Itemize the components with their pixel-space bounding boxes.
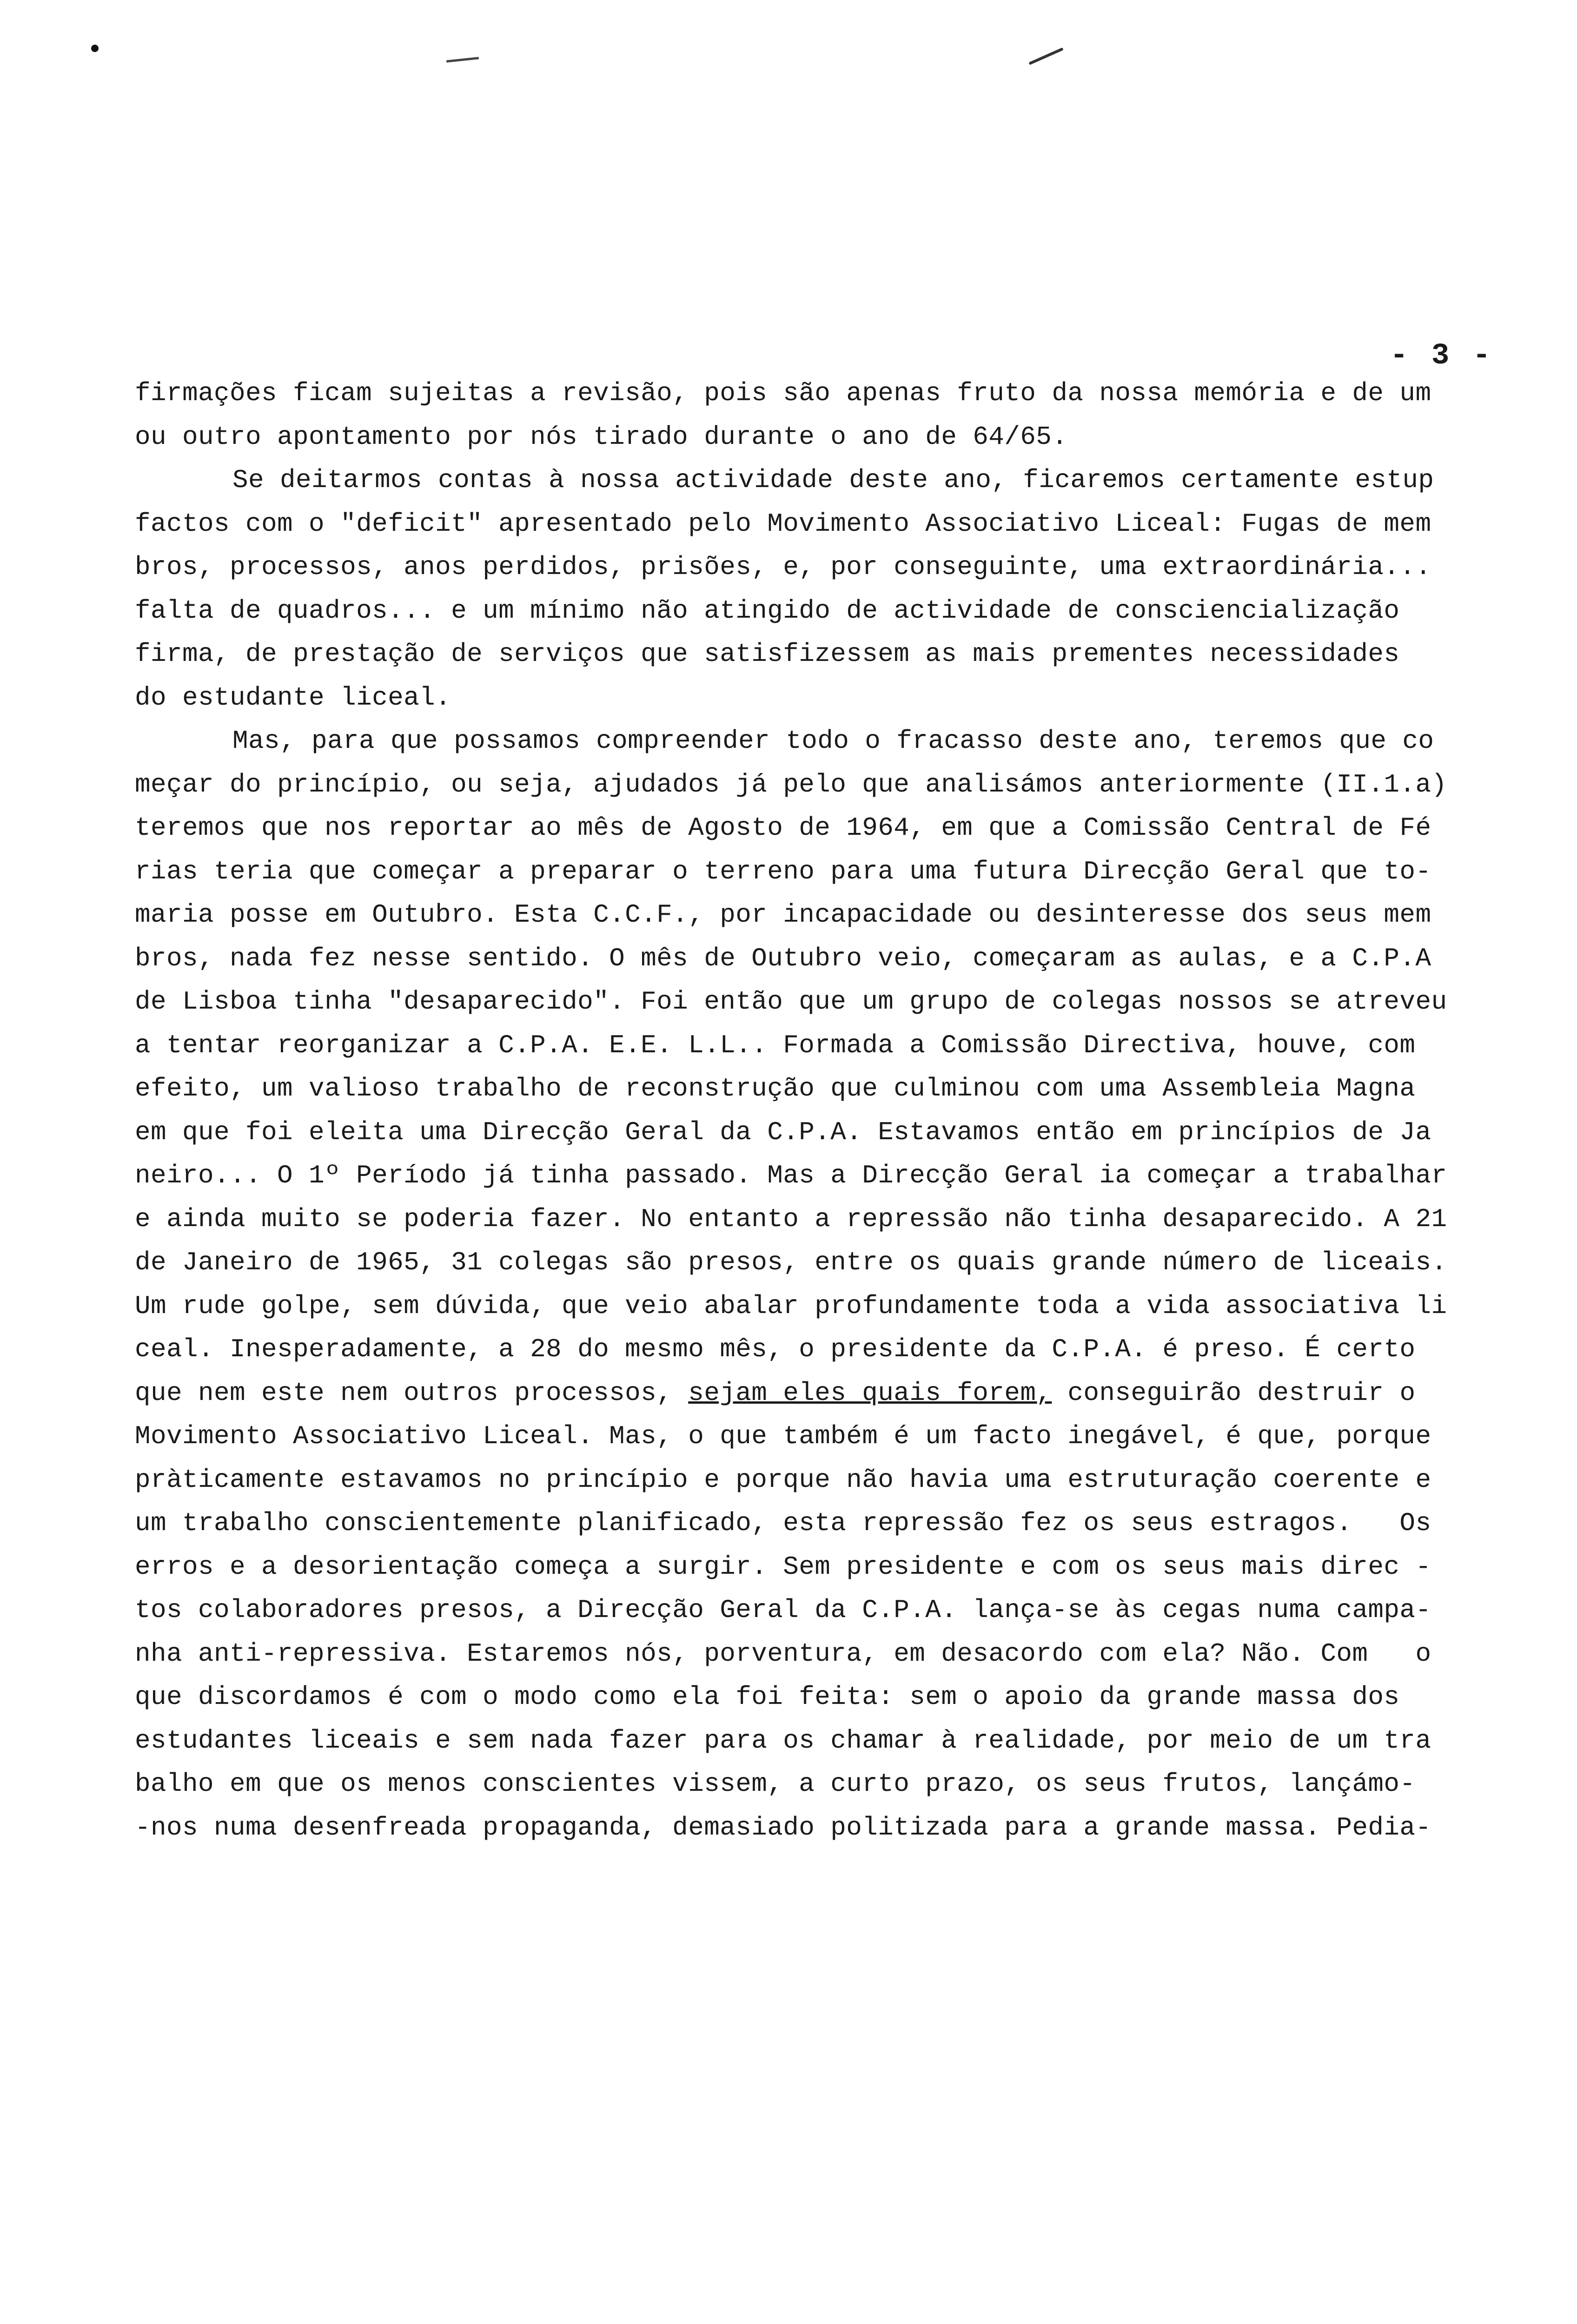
text-line: -nos numa desenfreada propaganda, demasiado politizada para a grande massa. Pedia- xyxy=(135,1812,1431,1842)
text-line: pràticamente estavamos no princípio e porque não havia uma estruturação coerente e xyxy=(135,1465,1431,1495)
text-line: ceal. Inesperadamente, a 28 do mesmo mês, o presidente da C.P.A. é preso. É certo xyxy=(135,1334,1416,1364)
text-segment: conseguirão destruir o xyxy=(1067,1378,1416,1408)
text-line: tos colaboradores presos, a Direcção Geral da C.P.A. lança-se às cegas numa campa- xyxy=(135,1595,1431,1625)
text-line: meçar do princípio, ou seja, ajudados já pelo que analisámos anteriormente (II.1.a) xyxy=(135,769,1447,799)
text-line: efeito, um valioso trabalho de reconstrução que culminou com uma Assembleia Magna xyxy=(135,1074,1416,1103)
text-line: firma, de prestação de serviços que satisfizessem as mais prementes necessidades xyxy=(135,639,1400,669)
text-line: e ainda muito se poderia fazer. No entanto a repressão não tinha desaparecido. A 21 xyxy=(135,1204,1447,1234)
text-line: ou outro apontamento por nós tirado durante o ano de 64/65. xyxy=(135,422,1068,452)
text-line: do estudante liceal. xyxy=(135,682,451,713)
text-line: estudantes liceais e sem nada fazer para os chamar à realidade, por meio de um tra xyxy=(135,1725,1431,1756)
document-body xyxy=(135,372,1492,1849)
text-line: neiro... O 1º Período já tinha passado. Mas a Direcção Geral ia começar a trabalhar xyxy=(135,1161,1447,1190)
page-number: - 3 - xyxy=(1390,339,1494,373)
text-line: bros, nada fez nesse sentido. O mês de Outubro veio, começaram as aulas, e a C.P.A xyxy=(135,943,1431,973)
text-line: de Janeiro de 1965, 31 colegas são presos, entre os quais grande número de liceais. xyxy=(135,1248,1447,1277)
ink-mark xyxy=(446,57,479,62)
text-line: falta de quadros... e um mínimo não atingido de actividade de consciencialização xyxy=(135,595,1400,626)
text-line: Um rude golpe, sem dúvida, que veio abalar profundamente toda a vida associativa li xyxy=(135,1291,1447,1321)
text-line: bros, processos, anos perdidos, prisões, e, por conseguinte, uma extraordinária... xyxy=(135,552,1431,582)
text-line: Mas, para que possamos compreender todo o fracasso deste ano, teremos que co xyxy=(232,726,1434,756)
text-line: rias teria que começar a preparar o terreno para uma futura Direcção Geral que to- xyxy=(135,856,1431,886)
text-line: balho em que os menos conscientes vissem, a curto prazo, os seus frutos, lançámo- xyxy=(135,1769,1416,1799)
text-line: que discordamos é com o modo como ela foi feita: sem o apoio da grande massa dos xyxy=(135,1682,1400,1712)
text-line: Movimento Associativo Liceal. Mas, o que também é um facto inegável, é que, porque xyxy=(135,1421,1431,1451)
text-line: teremos que nos reportar ao mês de Agosto de 1964, em que a Comissão Central de Fé xyxy=(135,813,1431,843)
text-line: maria posse em Outubro. Esta C.C.F., por incapacidade ou desinteresse dos seus mem xyxy=(135,900,1431,930)
text-line: um trabalho conscientemente planificado, esta repressão fez os seus estragos. Os xyxy=(135,1508,1431,1538)
underlined-phrase: sejam eles quais forem, xyxy=(688,1378,1052,1408)
text-line: de Lisboa tinha "desaparecido". Foi então que um grupo de colegas nossos se atreveu xyxy=(135,987,1447,1017)
text-line: Se deitarmos contas à nossa actividade deste ano, ficaremos certamente estup xyxy=(232,465,1434,495)
text-line: factos com o "deficit" apresentado pelo Movimento Associativo Liceal: Fugas de mem xyxy=(135,508,1431,539)
text-line: firmações ficam sujeitas a revisão, pois são apenas fruto da nossa memória e de um xyxy=(135,378,1431,408)
text-line-with-underline xyxy=(135,1372,1492,1415)
text-line: erros e a desorientação começa a surgir. Sem presidente e com os seus mais direc - xyxy=(135,1552,1431,1582)
text-segment: que nem este nem outros processos, xyxy=(135,1378,689,1408)
ink-mark xyxy=(1028,47,1064,65)
text-line: a tentar reorganizar a C.P.A. E.E. L.L.. Formada a Comissão Directiva, houve, com xyxy=(135,1030,1416,1060)
ink-dot xyxy=(91,45,99,52)
text-line: em que foi eleita uma Direcção Geral da C.P.A. Estavamos então em princípios de Ja xyxy=(135,1117,1431,1147)
text-line: nha anti-repressiva. Estaremos nós, porventura, em desacordo com ela? Não. Com o xyxy=(135,1638,1431,1669)
